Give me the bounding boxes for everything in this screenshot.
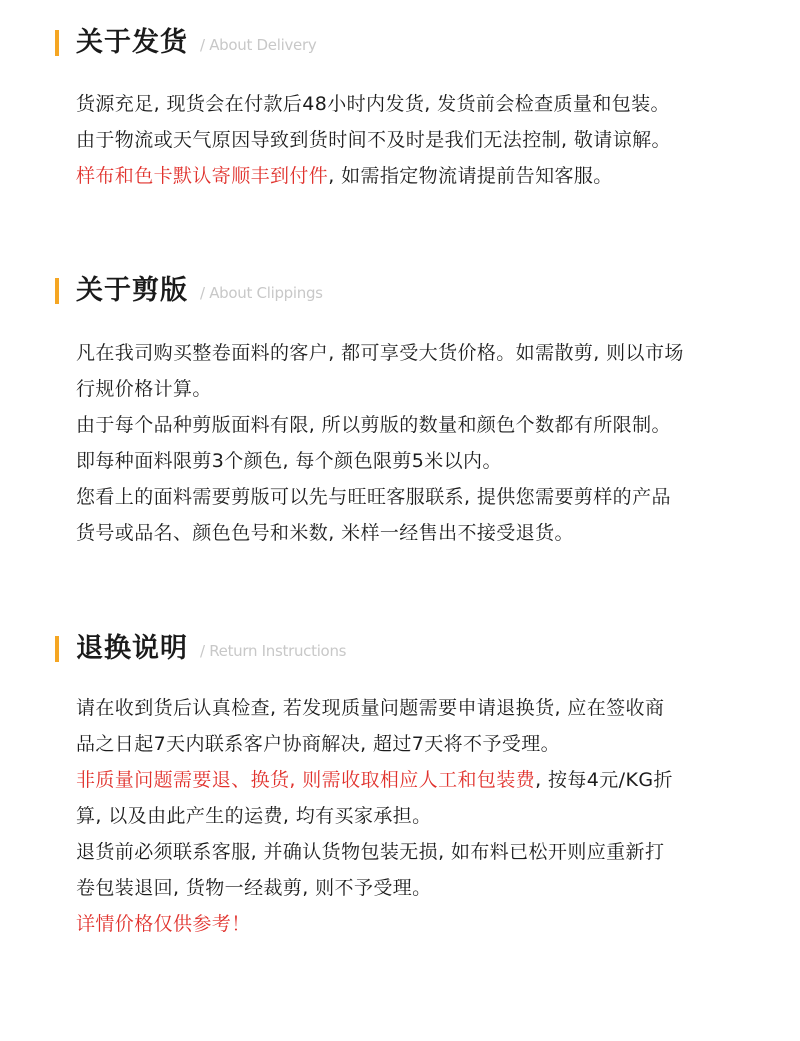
text-segment: 凡在我司购买整卷面料的客户, 都可享受大货价格。如需散剪, 则以市场: [76, 342, 684, 364]
highlight-text: 非质量问题需要退、换货, 则需收取相应人工和包装费: [76, 769, 536, 791]
section-header: [0, 630, 800, 670]
text-segment: 由于每个品种剪版面料有限, 所以剪版的数量和颜色个数都有所限制。: [76, 414, 671, 436]
section-body: [76, 335, 736, 551]
paragraph-line: [76, 122, 736, 158]
section-title: 关于发货: [76, 27, 188, 58]
text-segment: 货号或品名、颜色色号和米数, 米样一经售出不接受退货。: [76, 522, 574, 544]
accent-bar: [55, 30, 59, 56]
paragraph-line: [76, 479, 736, 515]
paragraph-line: [76, 407, 736, 443]
paragraph-line: [76, 371, 736, 407]
paragraph-line: [76, 906, 736, 942]
text-segment: 您看上的面料需要剪版可以先与旺旺客服联系, 提供您需要剪样的产品: [76, 486, 671, 508]
paragraph-line: [76, 834, 736, 870]
text-segment: 算, 以及由此产生的运费, 均有买家承担。: [76, 805, 432, 827]
section-header: [0, 24, 800, 64]
section-title: 关于剪版: [76, 275, 188, 306]
text-segment: 卷包装退回, 货物一经裁剪, 则不予受理。: [76, 877, 432, 899]
paragraph-line: [76, 86, 736, 122]
text-segment: 品之日起7天内联系客户协商解决, 超过7天将不予受理。: [76, 733, 561, 755]
paragraph-line: [76, 870, 736, 906]
text-segment: , 按每4元/KG折: [535, 769, 673, 791]
paragraph-line: [76, 158, 736, 194]
text-segment: 退货前必须联系客服, 并确认货物包装无损, 如布料已松开则应重新打: [76, 841, 665, 863]
section-subtitle: / About Delivery: [200, 36, 317, 54]
section-returns: [0, 630, 800, 935]
section-delivery: [0, 24, 800, 187]
section-clippings: [0, 272, 800, 544]
paragraph-line: [76, 515, 736, 551]
paragraph-line: [76, 443, 736, 479]
section-subtitle: / Return Instructions: [200, 642, 347, 660]
paragraph-line: [76, 726, 736, 762]
text-segment: 由于物流或天气原因导致到货时间不及时是我们无法控制, 敬请谅解。: [76, 129, 671, 151]
paragraph-line: [76, 690, 736, 726]
text-segment: 行规价格计算。: [76, 378, 212, 400]
accent-bar: [55, 636, 59, 662]
section-subtitle: / About Clippings: [200, 284, 323, 302]
paragraph-line: [76, 762, 736, 798]
section-title: 退换说明: [76, 633, 188, 664]
section-body: [76, 690, 736, 942]
text-segment: 请在收到货后认真检查, 若发现质量问题需要申请退换货, 应在签收商: [76, 697, 665, 719]
text-segment: 即每种面料限剪3个颜色, 每个颜色限剪5米以内。: [76, 450, 502, 472]
text-segment: , 如需指定物流请提前告知客服。: [328, 165, 613, 187]
section-header: [0, 272, 800, 312]
highlight-text: 样布和色卡默认寄顺丰到付件: [76, 165, 329, 187]
highlight-text: 详情价格仅供参考！: [76, 913, 251, 935]
accent-bar: [55, 278, 59, 304]
paragraph-line: [76, 798, 736, 834]
paragraph-line: [76, 335, 736, 371]
section-body: [76, 86, 736, 194]
text-segment: 货源充足, 现货会在付款后48小时内发货, 发货前会检查质量和包装。: [76, 93, 670, 115]
